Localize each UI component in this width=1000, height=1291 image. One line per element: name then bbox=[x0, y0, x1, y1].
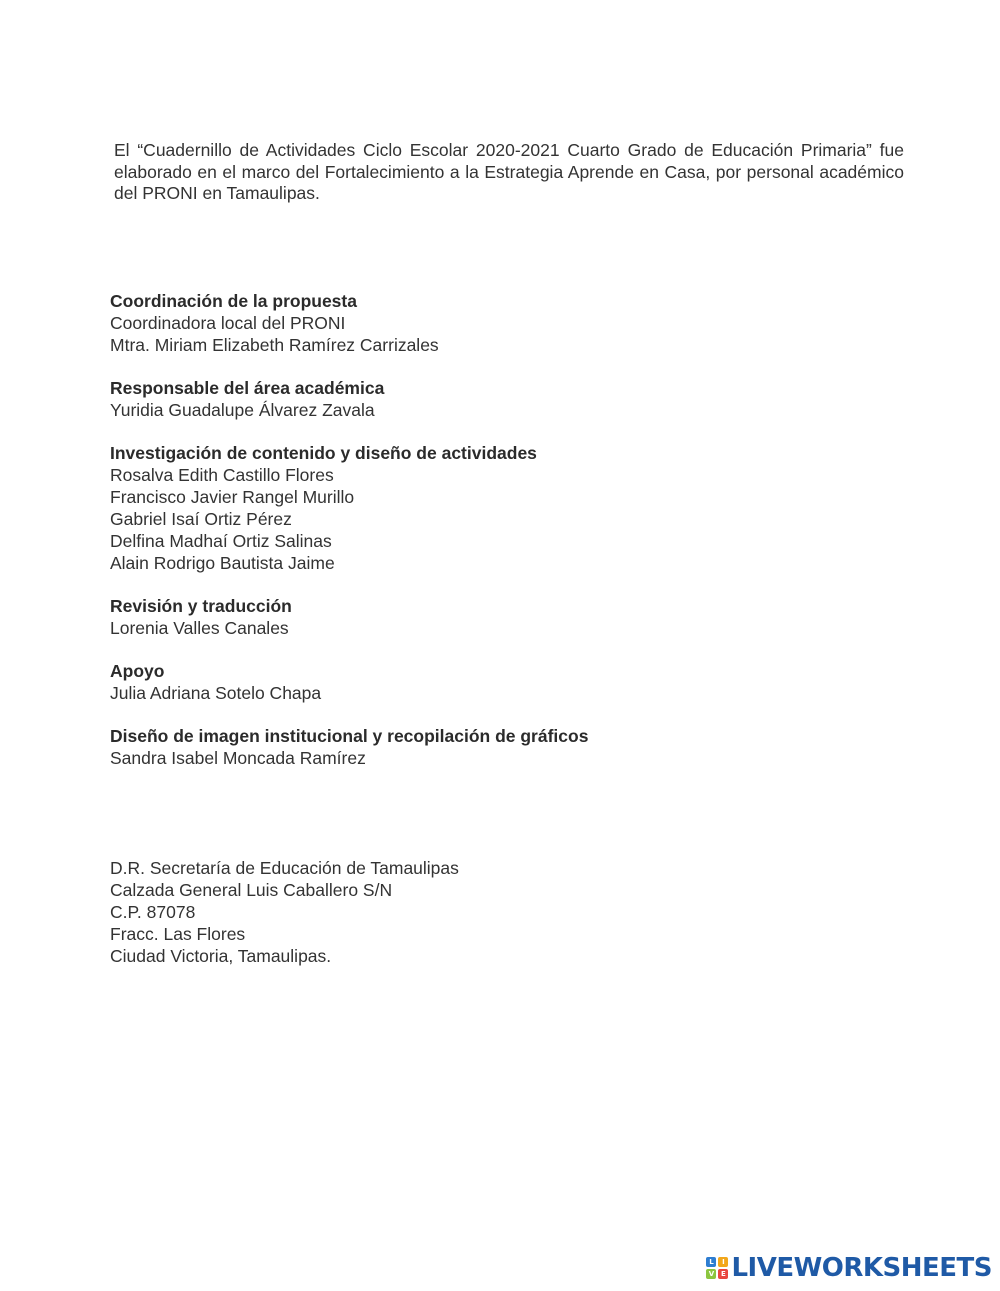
credit-heading: Revisión y traducción bbox=[110, 596, 292, 616]
credit-section-review bbox=[110, 595, 810, 639]
address-line: Calzada General Luis Caballero S/N bbox=[110, 880, 393, 900]
badge-letter: I bbox=[718, 1257, 728, 1267]
credit-heading: Investigación de contenido y diseño de actividades bbox=[110, 443, 537, 463]
credit-heading: Coordinación de la propuesta bbox=[110, 291, 357, 311]
badge-letter: E bbox=[718, 1269, 728, 1279]
credit-section-coordination bbox=[110, 290, 810, 356]
live-badge-icon bbox=[706, 1257, 728, 1279]
credit-heading: Responsable del área académica bbox=[110, 378, 385, 398]
intro-line: personal académico del PRONI en Tamaulipas. bbox=[114, 161, 904, 203]
badge-letter: L bbox=[706, 1257, 716, 1267]
credits-list bbox=[110, 290, 810, 790]
intro-line: El “Cuadernillo de Actividades Ciclo Escolar 2020-2021 Cuarto Grado de Educación bbox=[114, 140, 794, 160]
address-line: Fracc. Las Flores bbox=[110, 924, 246, 944]
address-line: C.P. 87078 bbox=[110, 902, 196, 922]
credit-section-design bbox=[110, 725, 810, 769]
credit-person: Julia Adriana Sotelo Chapa bbox=[110, 683, 322, 703]
liveworksheets-logo[interactable] bbox=[706, 1253, 992, 1283]
credit-section-academic bbox=[110, 377, 810, 421]
address-line: D.R. Secretaría de Educación de Tamaulipas bbox=[110, 858, 459, 878]
credit-section-research bbox=[110, 442, 810, 574]
logo-text: LIVEWORKSHEETS bbox=[731, 1253, 992, 1283]
credit-heading: Apoyo bbox=[110, 661, 165, 681]
credit-person: Gabriel Isaí Ortiz Pérez bbox=[110, 509, 292, 529]
credit-person: Yuridia Guadalupe Álvarez Zavala bbox=[110, 400, 375, 420]
credit-person: Coordinadora local del PRONI bbox=[110, 313, 346, 333]
intro-line: Primaria” fue elaborado en el marco del Fortalecimiento a la Estrategia Aprende en Casa, por bbox=[114, 140, 904, 182]
badge-letter: V bbox=[706, 1269, 716, 1279]
credit-heading: Diseño de imagen institucional y recopilación de gráficos bbox=[110, 726, 589, 746]
credit-section-support bbox=[110, 660, 810, 704]
credit-person: Lorenia Valles Canales bbox=[110, 618, 289, 638]
intro-paragraph bbox=[114, 140, 904, 205]
address-line: Ciudad Victoria, Tamaulipas. bbox=[110, 946, 332, 966]
credit-person: Rosalva Edith Castillo Flores bbox=[110, 465, 334, 485]
credit-person: Mtra. Miriam Elizabeth Ramírez Carrizales bbox=[110, 335, 439, 355]
address-block bbox=[110, 857, 459, 967]
credit-person: Delfina Madhaí Ortiz Salinas bbox=[110, 531, 332, 551]
credit-person: Francisco Javier Rangel Murillo bbox=[110, 487, 355, 507]
credit-person: Sandra Isabel Moncada Ramírez bbox=[110, 748, 366, 768]
credit-person: Alain Rodrigo Bautista Jaime bbox=[110, 553, 335, 573]
